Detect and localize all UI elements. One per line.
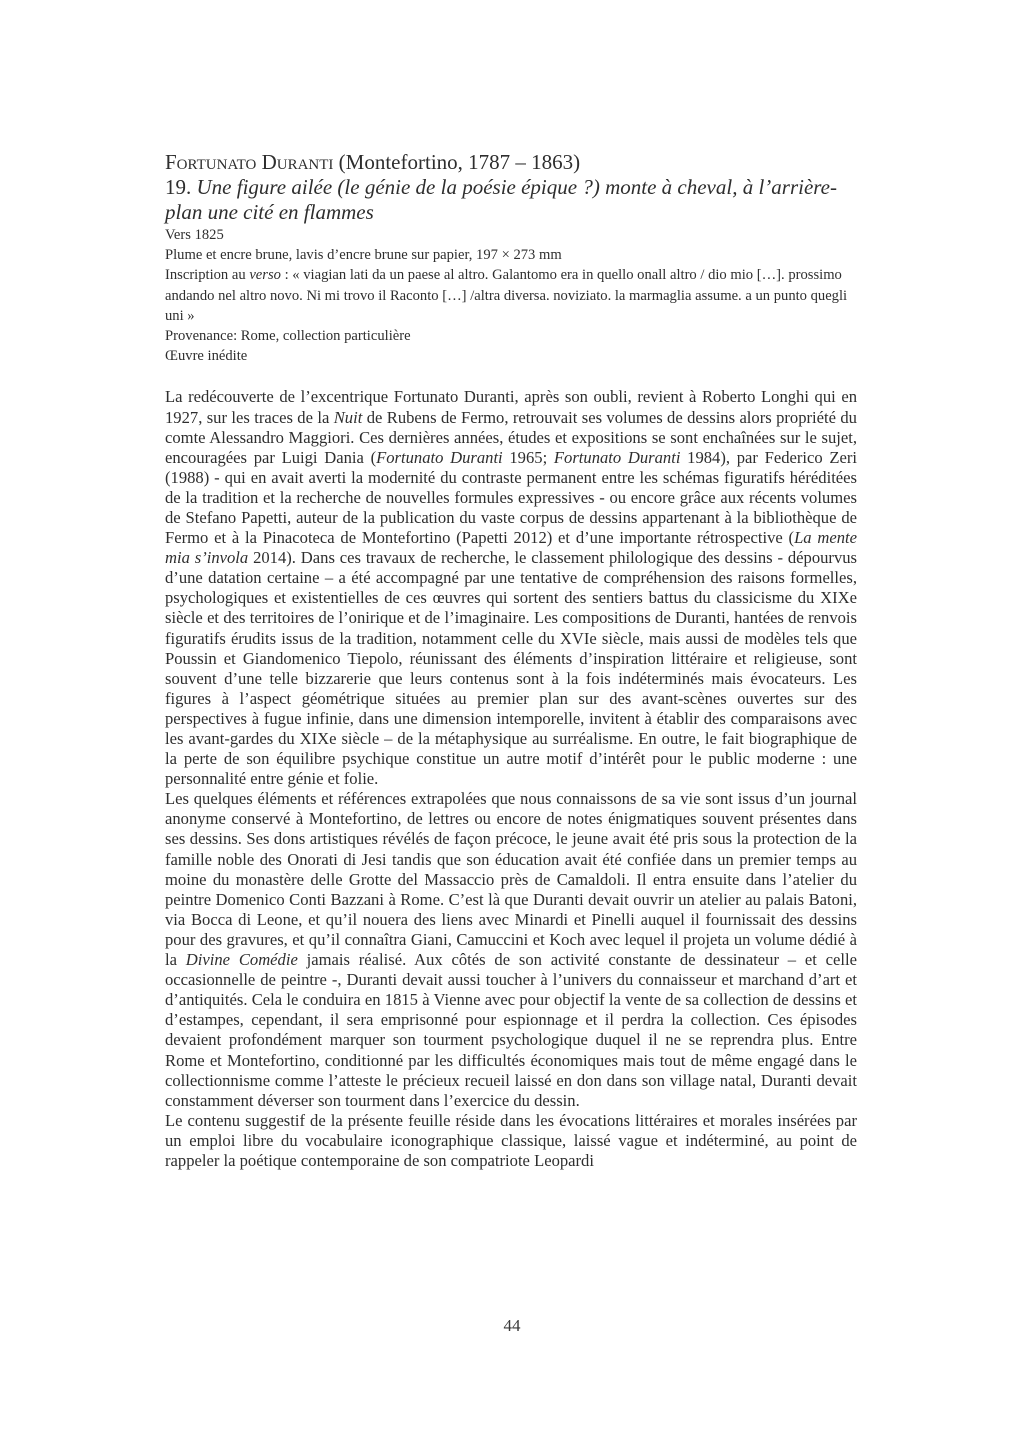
entry-title-text: Une figure ailée (le génie de la poésie épique ?) monte à cheval, à l’arrière-plan une cité en flammes [165, 175, 837, 224]
entry-provenance: Provenance: Rome, collection particulière [165, 328, 411, 345]
page-number: 44 [503, 1316, 521, 1335]
entry-date: Vers 1825 [165, 227, 224, 243]
artist-dates: (Montefortino, 1787 – 1863) [338, 150, 581, 174]
entry-inscription: Inscription au verso : « viagian lati da un paese al altro. Galantomo era in quello onall altro / dio mio […]. prossimo andando nel altro novo. Ni mi trovo il Raconto […] /altra diversa. noviziato. la marmaglia assume. a un punto quegli uni » [165, 267, 848, 324]
essay-paragraph: La redécouverte de l’excentrique Fortunato Duranti, après son oubli, revient à Roberto Longhi qui en 1927, sur les traces de la Nuit de Rubens de Fermo, retrouvait ses volumes de dessins alors propriété du comte Alessandro Maggiori. Ces dernières années, études et expositions se sont enchaînées sur le sujet, encouragées par Luigi Dania (Fortunato Duranti 1965; Fortunato Duranti 1984), par Federico Zeri (1988) - qui en avait averti la modernité du contraste permanent entre les schémas figuratifs héréditées de la tradition et la recherche de nouvelles formules expressives - ou encore grâce aux récents volumes de Stefano Papetti, auteur de la publication du vaste corpus de dessins appartenant à la bibliothèque de Fermo et à la Pinacoteca de Montefortino (Papetti 2012) et d’une importante rétrospective (La mente mia s’invola 2014). Dans ces travaux de recherche, le classement philologique des dessins - dépourvus d’une datation certaine – a été accompagné par une tentative de compréhension des raisons formelles, psychologiques et existentielles de ces œuvres qui sortent des sentiers battus du classicisme du XIXe siècle et des territoires de l’onirique et de l’imaginaire. Les compositions de Duranti, hantées de renvois figuratifs érudits issus de la tradition, notamment celle du XVIe siècle, mais aussi de modèles tels que Poussin et Giandomenico Tiepolo, réunissant des éléments d’inspiration littéraire et religieuse, sont souvent d’une telle bizzarerie que leurs contenus sont à la fois indéterminés mais évocateurs. Les figures à l’aspect géométrique situées au premier plan sur des avant-scènes ouvertes sur des perspectives à fugue infinie, dans une dimension intemporelle, invitent à établir des comparaisons avec les avant-gardes du XIXe siècle – de la métaphysique au surréalisme. En outre, le fait biographique de la perte de son équilibre psychique constitue un autre motif d’intérêt pour le public moderne : une personnalité entre génie et folie. [165, 387, 858, 789]
essay-paragraph: Les quelques éléments et références extrapolées que nous connaissons de sa vie sont issus d’un journal anonyme conservé à Montefortino, de lettres ou encore de notes énigmatiques souvent présentes dans ses dessins. Ses dons artistiques révélés de façon précoce, le jeune avait été pris sous la protection de la famille noble des Onorati di Jesi tandis que son éducation avait été confiée dans un premier temps au moine du monastère delle Grotte del Massaccio près de Camaldoli. Il entra ensuite dans l’atelier du peintre Domenico Conti Bazzani à Rome. C’est là que Duranti devait ouvrir un atelier au palais Batoni, via Bocca di Leone, et qu’il nouera des liens avec Minardi et Pinelli auquel il fournissait des dessins pour des gravures, et qu’il connaîtra Giani, Camuccini et Koch avec lequel il projeta un volume dédié à la Divine Comédie jamais réalisé. Aux côtés de son activité constante de dessinateur – et celle occasionnelle de peintre -, Duranti devait aussi toucher à l’univers du connaisseur et marchand d’art et d’antiquités. Cela le conduira en 1815 à Vienne avec pour objectif la vente de sa collection de dessins et d’estampes, cependant, il sera emprisonné pour espionnage et il perdra la collection. Ces épisodes devaient profondément marquer son tourment psychologique duquel il ne se reprendra plus. Entre Rome et Montefortino, conditionné par les difficultés économiques mais tout de même engagé dans le collectionnisme comme l’atteste le précieux recueil laissé en don dans son village natal, Duranti devait constamment déverser son tourment dans l’exercice du dessin. [165, 789, 857, 1110]
entry-status: Œuvre inédite [165, 348, 248, 365]
entry-title [165, 175, 857, 225]
entry-medium: Plume et encre brune, lavis d’encre brune sur papier, 197 × 273 mm [165, 247, 562, 264]
artist-name: Fortunato Duranti [165, 150, 334, 174]
catalogue-page [165, 150, 857, 1171]
entry-number: 19. [165, 175, 192, 199]
essay-body [165, 387, 857, 1171]
essay-paragraph: Le contenu suggestif de la présente feuille réside dans les évocations littéraires et morales insérées par un emploi libre du vocabulaire iconographique classique, laissé vague et indéterminé, au point de rappeler la poétique contemporaine de son compatriote Leopardi [165, 1110, 857, 1170]
artist-heading [165, 150, 857, 175]
